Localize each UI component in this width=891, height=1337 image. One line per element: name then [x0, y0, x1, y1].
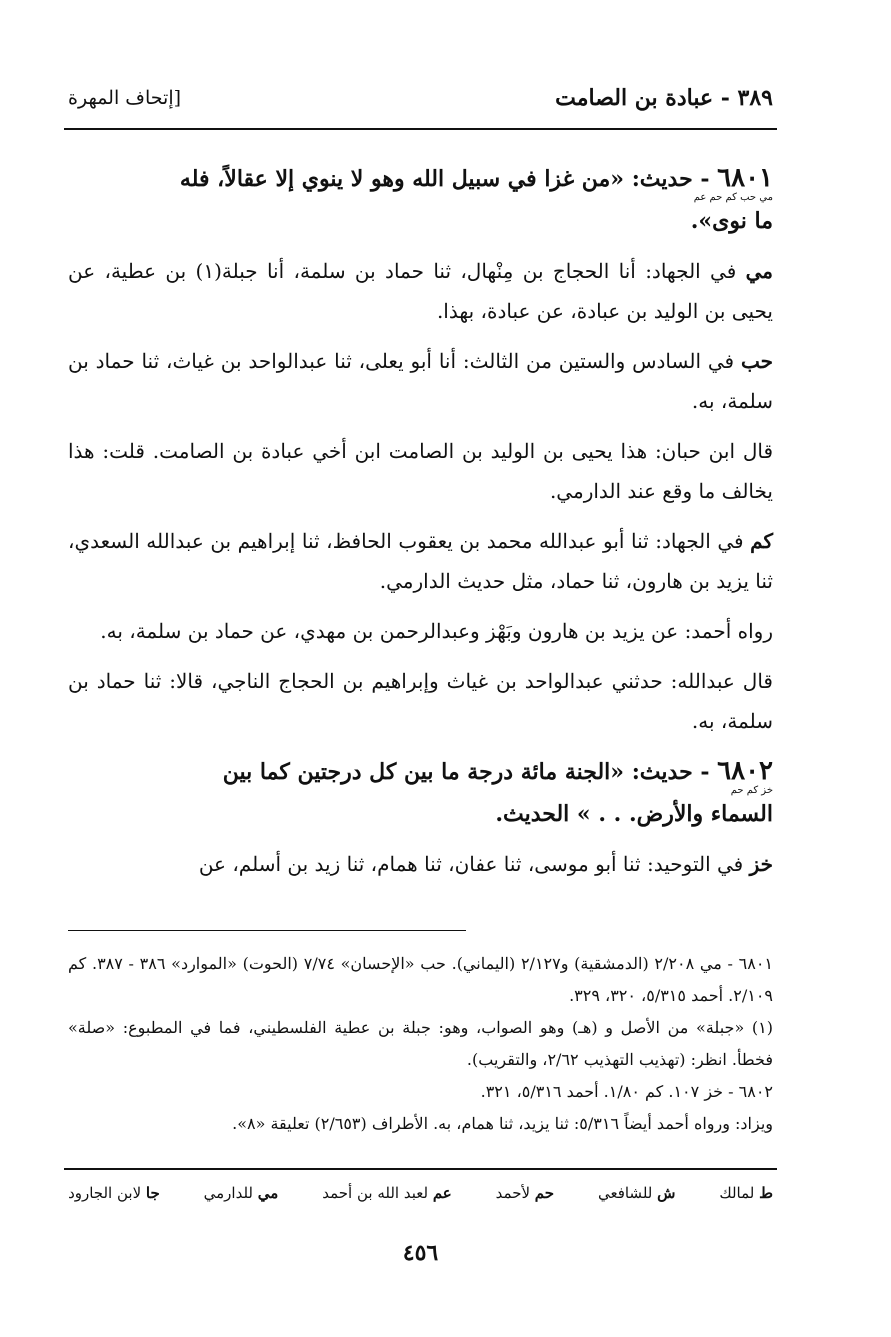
hadith-label: حديث:	[631, 166, 693, 192]
abbreviation-code: عم	[432, 1184, 452, 1202]
footnote: ٦٨٠١ - مي ٢/٢٠٨ (الدمشقية) و٢/١٢٧ (اليماني). حب «الإحسان» ٧/٧٤ (الحوت) «الموارد» ٣٨٦ - ٣٨٧. كم ٢/١٠٩. أحمد ٥/٣١٥، ٣٢٠، ٣٢٩.	[68, 954, 774, 1005]
page-header	[68, 80, 773, 116]
paragraph-lead: مي	[745, 259, 773, 283]
source-codes: خز كم حم	[730, 785, 773, 796]
hadith-number: ٦٨٠١	[717, 163, 773, 193]
chapter-title: ٣٨٩ - عبادة بن الصامت	[555, 85, 773, 111]
abbreviation	[598, 1184, 675, 1202]
abbreviation-code: حم	[534, 1184, 555, 1202]
abbreviation-code: ش	[657, 1184, 676, 1202]
book-title: [إتحاف المهرة	[68, 87, 182, 109]
hadith-text-cont: ما نوى».	[690, 208, 773, 234]
paragraph-text: في التوحيد: ثنا أبو موسى، ثنا عفان، ثنا همام، ثنا زيد بن أسلم، عن	[198, 852, 750, 876]
paragraph-lead: حب	[740, 349, 773, 373]
hadith-text: «من غزا في سبيل الله وهو لا ينوي إلا عقالاً، فله	[179, 166, 632, 192]
abbreviations-key	[68, 1184, 773, 1202]
paragraph	[68, 431, 773, 511]
footnote: ويزاد: ورواه أحمد أيضاً ٥/٣١٦: ثنا يزيد، ثنا همام، به. الأطراف (٢/٦٥٣) تعليقة «٨».	[232, 1114, 773, 1133]
footnotes	[68, 948, 773, 1140]
abbreviation-meaning: لأحمد	[495, 1184, 535, 1202]
page-number: ٤٥٦	[402, 1240, 439, 1266]
abbreviation	[204, 1184, 279, 1202]
abbreviation-meaning: لمالك	[719, 1184, 760, 1202]
hadith-label: حديث:	[631, 759, 693, 785]
abbreviation	[68, 1184, 160, 1202]
footnote: (١) «جبلة» من الأصل و (هـ) وهو الصواب، وهو: جبلة بن عطية الفلسطيني، فما في المطبوع: «صلة» فخطأ. انظر: (تهذيب التهذيب ٢/٦٢، والتقريب).	[68, 1018, 773, 1069]
paragraph	[68, 521, 773, 601]
paragraph-lead: خز	[749, 852, 773, 876]
book-page	[68, 0, 773, 1337]
paragraph-lead: كم	[750, 529, 773, 553]
hadith-entry	[68, 158, 773, 241]
abbreviation	[496, 1184, 554, 1202]
paragraph	[68, 251, 773, 331]
paragraph	[68, 844, 773, 884]
abbreviation-meaning: للدارمي	[203, 1184, 258, 1202]
paragraph-text: رواه أحمد: عن يزيد بن هارون وبَهْز وعبدالرحمن بن مهدي، عن حماد بن سلمة، به.	[100, 619, 773, 643]
hadith-text-cont: السماء والأرض. . . » الحديث.	[495, 801, 773, 827]
source-codes: مي حب كم حم عم	[693, 192, 773, 203]
abbreviation-meaning: لابن الجارود	[68, 1184, 146, 1202]
paragraph-text: قال عبدالله: حدثني عبدالواحد بن غياث وإبراهيم بن الحجاج الناجي، قالا: ثنا حماد بن سلمة، به.	[68, 669, 773, 733]
paragraph	[68, 341, 773, 421]
paragraph-text: في السادس والستين من الثالث: أنا أبو يعلى، ثنا عبدالواحد بن غياث، ثنا حماد بن سلمة، به.	[68, 349, 773, 413]
hadith-text: «الجنة مائة درجة ما بين كل درجتين كما بين	[222, 759, 632, 785]
abbreviation-code: ط	[759, 1184, 773, 1202]
abbreviation	[322, 1184, 452, 1202]
header-rule	[64, 128, 777, 130]
paragraph-text: قال ابن حبان: هذا يحيى بن الوليد بن الصامت ابن أخي عبادة بن الصامت. قلت: هذا يخالف ما وقع عند الدارمي.	[68, 439, 773, 503]
hadith-dash: -	[692, 166, 718, 192]
hadith-dash: -	[692, 759, 718, 785]
abbreviation	[719, 1184, 773, 1202]
abbreviation-code: مي	[257, 1184, 279, 1202]
abbreviation-code: جا	[145, 1184, 160, 1202]
footnote-rule	[68, 930, 466, 931]
main-text	[68, 158, 773, 894]
abbreviation-meaning: للشافعي	[597, 1184, 658, 1202]
paragraph-text: في الجهاد: ثنا أبو عبدالله محمد بن يعقوب الحافظ، ثنا إبراهيم بن عبدالله السعدي، ثنا يزيد بن هارون، ثنا حماد، مثل حديث الدارمي.	[68, 529, 773, 593]
abbreviations-rule	[64, 1168, 777, 1170]
hadith-entry	[68, 751, 773, 834]
hadith-number: ٦٨٠٢	[717, 756, 773, 786]
paragraph-text: في الجهاد: أنا الحجاج بن مِنْهال، ثنا حماد بن سلمة، أنا جبلة(١) بن عطية، عن يحيى بن الوليد بن عبادة، عن عبادة، بهذا.	[68, 259, 773, 323]
footnote: ٦٨٠٢ - خز ١٠٧. كم ١/٨٠. أحمد ٥/٣١٦، ٣٢١.	[480, 1082, 773, 1101]
paragraph	[68, 661, 773, 741]
paragraph	[68, 611, 773, 651]
abbreviation-meaning: لعبد الله بن أحمد	[322, 1184, 433, 1202]
